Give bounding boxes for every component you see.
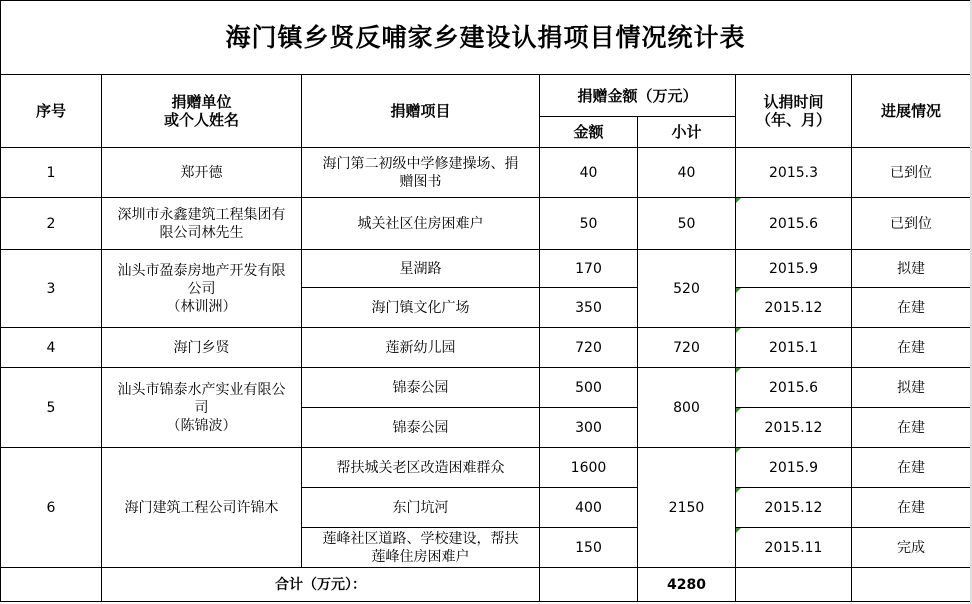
seq-cell: 3 <box>1 250 102 328</box>
project-cell: 帮扶城关老区改造困难群众 <box>302 448 540 488</box>
amount-cell: 350 <box>540 288 638 328</box>
donor-cell: 郑开德 <box>102 148 302 198</box>
time-cell: 2015.11 <box>736 528 852 568</box>
amount-cell: 500 <box>540 368 638 408</box>
amount-cell: 170 <box>540 250 638 288</box>
status-cell: 在建 <box>852 488 971 528</box>
table-row <box>1 448 971 488</box>
header-time: 认捐时间 （年、月） <box>736 75 852 148</box>
time-cell: 2015.1 <box>736 328 852 368</box>
seq-cell: 6 <box>1 448 102 568</box>
amount-cell: 40 <box>540 148 638 198</box>
table-row <box>1 250 971 288</box>
total-blank-cell <box>852 568 971 602</box>
subtotal-cell: 40 <box>638 148 736 198</box>
amount-cell: 300 <box>540 408 638 448</box>
time-cell: 2015.6 <box>736 368 852 408</box>
project-cell: 东门坑河 <box>302 488 540 528</box>
donor-cell: 海门乡贤 <box>102 328 302 368</box>
project-cell: 海门镇文化广场 <box>302 288 540 328</box>
seq-cell: 5 <box>1 368 102 448</box>
subtotal-cell: 50 <box>638 198 736 250</box>
donor-cell: 汕头市盈泰房地产开发有限 公司 （林训洲） <box>102 250 302 328</box>
seq-cell: 1 <box>1 148 102 198</box>
status-cell: 已到位 <box>852 148 971 198</box>
project-cell: 锦泰公园 <box>302 408 540 448</box>
total-row <box>1 568 971 602</box>
time-cell: 2015.12 <box>736 408 852 448</box>
total-blank-cell <box>540 568 638 602</box>
amount-cell: 50 <box>540 198 638 250</box>
total-value: 4280 <box>638 568 736 602</box>
seq-cell: 2 <box>1 198 102 250</box>
time-cell: 2015.12 <box>736 488 852 528</box>
header-amount: 金额 <box>540 117 638 148</box>
status-cell: 在建 <box>852 288 971 328</box>
status-cell: 完成 <box>852 528 971 568</box>
table-row <box>1 148 971 198</box>
amount-cell: 1600 <box>540 448 638 488</box>
project-cell: 星湖路 <box>302 250 540 288</box>
status-cell: 拟建 <box>852 250 971 288</box>
header-donor: 捐赠单位 或个人姓名 <box>102 75 302 148</box>
project-cell: 海门第二初级中学修建操场、捐 赠图书 <box>302 148 540 198</box>
header-amount-group: 捐赠金额（万元） <box>540 75 736 117</box>
seq-cell: 4 <box>1 328 102 368</box>
donor-cell: 汕头市锦泰水产实业有限公 司 （陈锦波） <box>102 368 302 448</box>
amount-cell: 400 <box>540 488 638 528</box>
table-title: 海门镇乡贤反哺家乡建设认捐项目情况统计表 <box>1 1 971 75</box>
amount-cell: 720 <box>540 328 638 368</box>
time-cell: 2015.12 <box>736 288 852 328</box>
table-row <box>1 198 971 250</box>
time-cell: 2015.3 <box>736 148 852 198</box>
project-cell: 城关社区住房困难户 <box>302 198 540 250</box>
subtotal-cell: 720 <box>638 328 736 368</box>
project-cell: 锦泰公园 <box>302 368 540 408</box>
subtotal-cell: 2150 <box>638 448 736 568</box>
time-cell: 2015.9 <box>736 250 852 288</box>
header-project: 捐赠项目 <box>302 75 540 148</box>
table-row <box>1 328 971 368</box>
header-subtotal: 小计 <box>638 117 736 148</box>
status-cell: 已到位 <box>852 198 971 250</box>
status-cell: 拟建 <box>852 368 971 408</box>
status-cell: 在建 <box>852 328 971 368</box>
subtotal-cell: 520 <box>638 250 736 328</box>
total-blank-cell <box>736 568 852 602</box>
status-cell: 在建 <box>852 408 971 448</box>
project-cell: 莲新幼儿园 <box>302 328 540 368</box>
donor-cell: 海门建筑工程公司许锦木 <box>102 448 302 568</box>
table-row <box>1 368 971 408</box>
time-cell: 2015.9 <box>736 448 852 488</box>
status-cell: 在建 <box>852 448 971 488</box>
time-cell: 2015.6 <box>736 198 852 250</box>
header-seq: 序号 <box>1 75 102 148</box>
total-label: 合计（万元）： <box>102 568 540 602</box>
project-cell: 莲峰社区道路、学校建设，帮扶 莲峰住房困难户 <box>302 528 540 568</box>
header-status: 进展情况 <box>852 75 971 148</box>
amount-cell: 150 <box>540 528 638 568</box>
donor-cell: 深圳市永鑫建筑工程集团有 限公司林先生 <box>102 198 302 250</box>
total-blank-cell <box>1 568 102 602</box>
subtotal-cell: 800 <box>638 368 736 448</box>
